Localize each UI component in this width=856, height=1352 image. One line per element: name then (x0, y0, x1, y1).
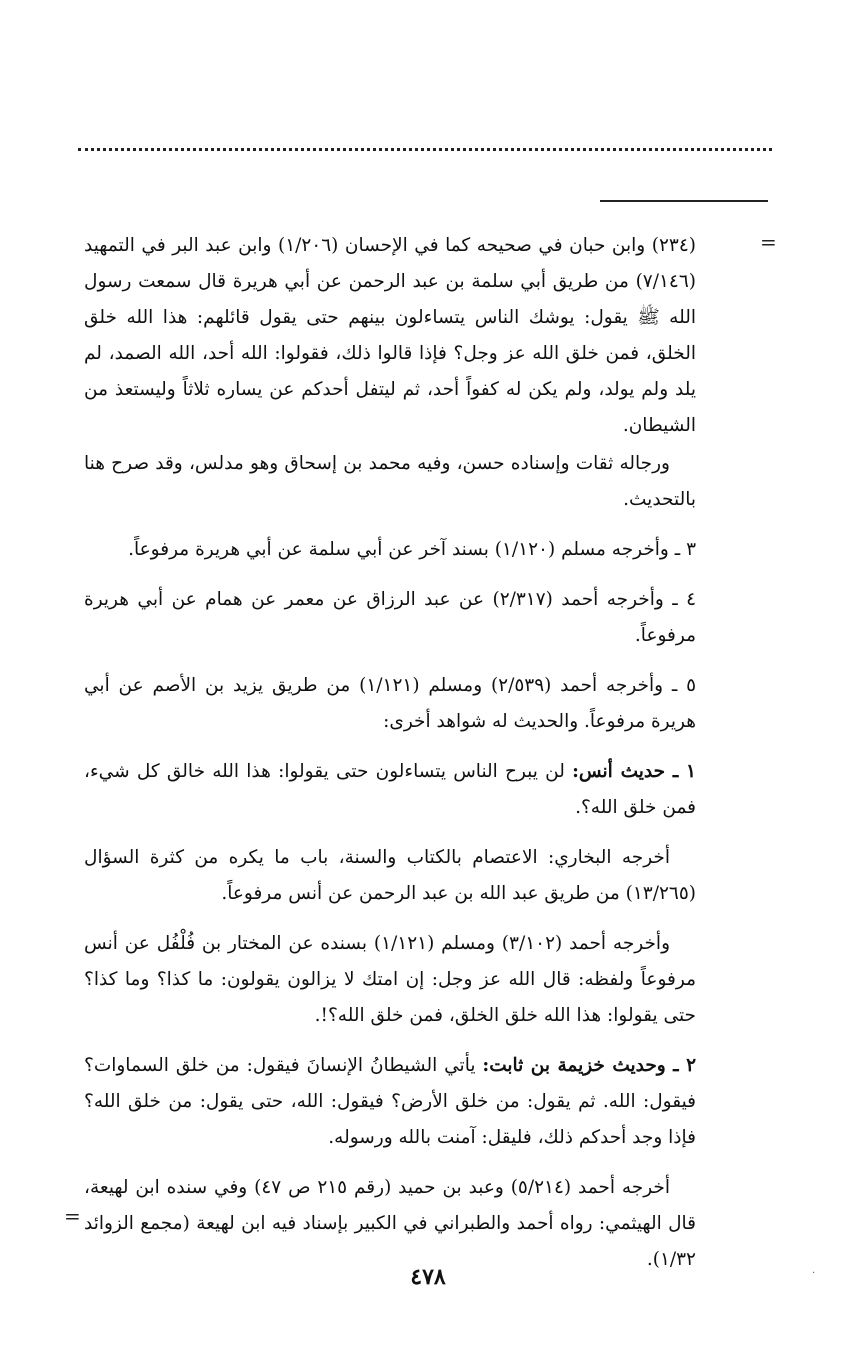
continuation-mark-bottom: = (64, 1204, 81, 1228)
paragraph-2: ورجاله ثقات وإسناده حسن، وفيه محمد بن إسحاق وهو مدلس، وقد صرح هنا بالتحديث. (84, 453, 696, 510)
hadith-anas-heading: ١ ـ حديث أنس: (572, 761, 696, 782)
page-number: ٤٧٨ (410, 1264, 446, 1290)
footnote-rule (600, 200, 768, 202)
footnote-text (84, 228, 696, 1286)
paragraph-1: (٢٣٤) وابن حبان في صحيحه كما في الإحسان (١/٢٠٦) وابن عبد البر في التمهيد (٧/١٤٦) من طريق أبي سلمة بن عبد الرحمن عن أبي هريرة قال سمعت رسول الله ﷺ يقول: يوشك الناس يتساءلون بينهم حتى يقول قائلهم: هذا الله خلق الخلق، فمن خلق الله عز وجل؟ فإذا قالوا ذلك، فقولوا: الله أحد، الله الصمد، لم يلد ولم يولد، ولم يكن له كفواً أحد، ثم ليتفل أحدكم عن يساره ثلاثاً وليستعذ من الشيطان. (84, 235, 696, 436)
paragraph-9 (84, 1048, 696, 1156)
continuation-mark-top: = (760, 230, 777, 254)
dotted-separator (78, 148, 772, 151)
paragraph-7: أخرجه البخاري: الاعتصام بالكتاب والسنة، باب ما يكره من كثرة السؤال (١٣/٢٦٥) من طريق عبد الله بن عبد الرحمن عن أنس مرفوعاً. (84, 847, 696, 904)
paragraph-10: أخرجه أحمد (٥/٢١٤) وعبد بن حميد (رقم ٢١٥ ص ٤٧) وفي سنده ابن لهيعة، قال الهيثمي: رواه أحمد والطبراني في الكبير بإسناد فيه ابن لهيعة (مجمع الزوائد ١/٣٢). (84, 1177, 696, 1270)
paragraph-8: وأخرجه أحمد (٣/١٠٢) ومسلم (١/١٢١) بسنده عن المختار بن فُلْفُل عن أنس مرفوعاً ولفظه: قال الله عز وجل: إن امتك لا يزالون يقولون: ما كذا؟ وما كذا؟ حتى يقولوا: هذا الله خلق الخلق، فمن خلق الله؟!. (84, 933, 696, 1026)
hadith-khuzaymah-text: يأتي الشيطانُ الإنسانَ فيقول: من خلق السماوات؟ فيقول: الله. ثم يقول: من خلق الأرض؟ فيقول: الله، حتى يقول: من خلق الله؟ فإذا وجد أحدكم ذلك، فليقل: آمنت بالله ورسوله. (84, 1055, 696, 1148)
scan-speck: · (812, 1268, 816, 1279)
hadith-anas-text: لن يبرح الناس يتساءلون حتى يقولوا: هذا الله خالق كل شيء، فمن خلق الله؟. (84, 761, 696, 818)
hadith-khuzaymah-heading: ٢ ـ وحديث خزيمة بن ثابت: (482, 1055, 696, 1076)
paragraph-6 (84, 754, 696, 826)
paragraph-3: ٣ ـ وأخرجه مسلم (١/١٢٠) بسند آخر عن أبي سلمة عن أبي هريرة مرفوعاً. (128, 539, 696, 560)
paragraph-5: ٥ ـ وأخرجه أحمد (٢/٥٣٩) ومسلم (١/١٢١) من طريق يزيد بن الأصم عن أبي هريرة مرفوعاً. والحديث له شواهد أخرى: (84, 675, 697, 732)
paragraph-4: ٤ ـ وأخرجه أحمد (٢/٣١٧) عن عبد الرزاق عن معمر عن همام عن أبي هريرة مرفوعاً. (84, 589, 696, 646)
